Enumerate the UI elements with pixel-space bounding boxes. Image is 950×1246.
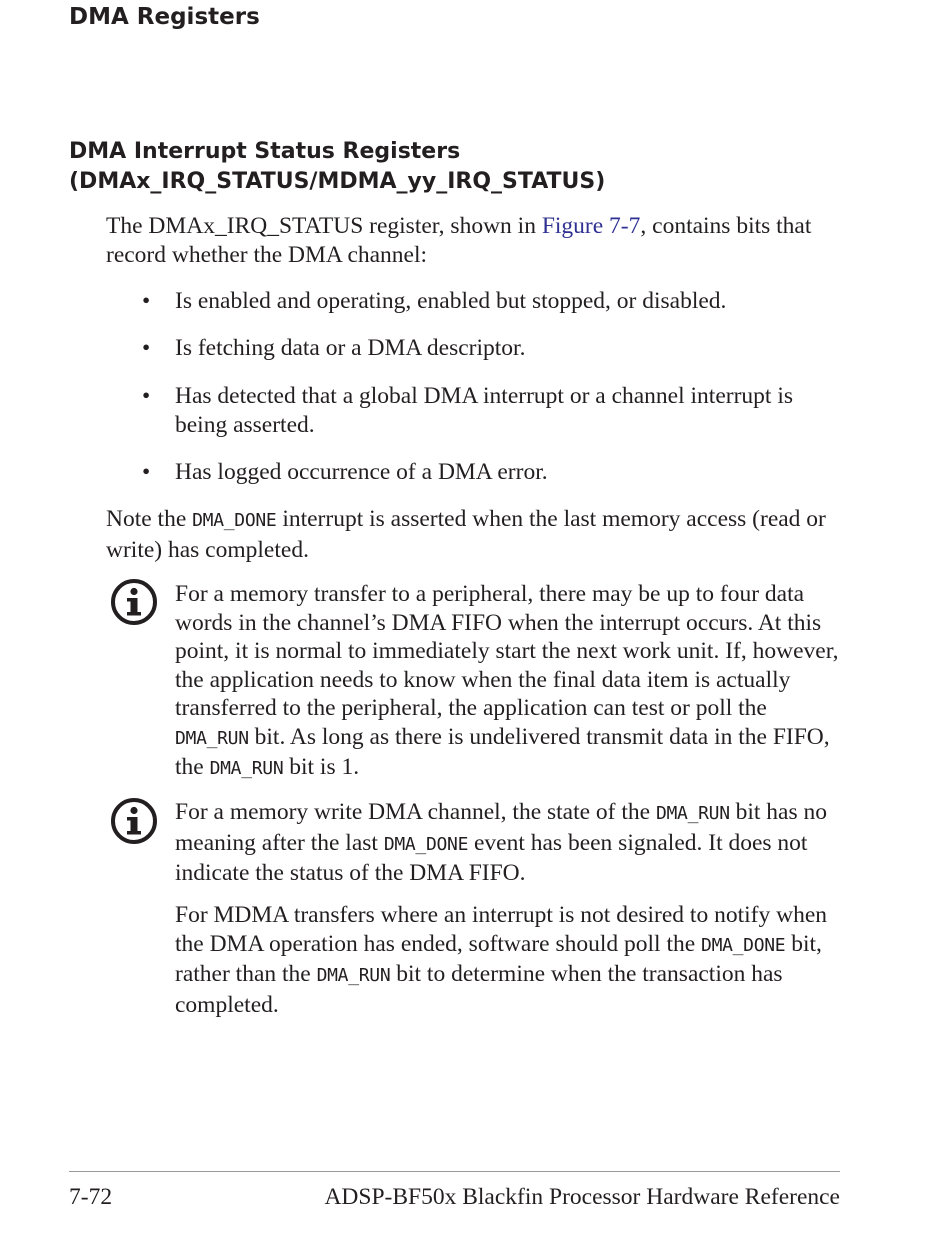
section-title	[69, 137, 605, 197]
code-dma-done: DMA_DONE	[701, 934, 786, 956]
info1-text-1: For a memory transfer to a peripheral, there may be up to four data words in the channel’s DMA FIFO when the interrupt occurs. At this point, it is normal to immediately start the next work unit. If, however, the application needs to know when the final data item is actually transferred to the peripheral, the application can test or poll the	[175, 581, 839, 721]
info3-text-2: bit, rather than the	[175, 930, 822, 987]
info2-text-2: bit has no meaning after the last	[175, 799, 828, 856]
list-item-text: Is enabled and operating, enabled but stopped, or disabled.	[175, 288, 727, 314]
intro-text-2: , contains bits that record whether the DMA channel:	[106, 213, 812, 268]
code-dma-run: DMA_RUN	[655, 803, 730, 824]
info3-text-1: For MDMA transfers where an interrupt is not desired to notify when the DMA operation has ended, software should poll the	[175, 902, 827, 957]
bullet-marker: •	[142, 335, 151, 361]
done-note-paragraph	[106, 505, 846, 564]
bullet-marker: •	[142, 288, 151, 314]
list-item-text: Is fetching data or a DMA descriptor.	[175, 335, 526, 361]
figure-link[interactable]: Figure 7-7	[541, 213, 641, 239]
done-note-text-1: Note the	[106, 506, 193, 532]
info1-text-2: bit. As long as there is undelivered transmit data in the FIFO, the	[175, 723, 830, 780]
code-dma-run: DMA_RUN	[316, 965, 391, 986]
info-note-fifo	[175, 580, 845, 784]
info-icon	[110, 797, 158, 845]
list-item-text: Has logged occurrence of a DMA error.	[175, 459, 548, 485]
bullet-marker: •	[142, 383, 151, 409]
book-title: ADSP-BF50x Blackfin Processor Hardware Reference	[324, 1184, 840, 1210]
section-title-line2: (DMAx_IRQ_STATUS/MDMA_yy_IRQ_STATUS)	[69, 169, 606, 194]
running-header: DMA Registers	[69, 4, 260, 30]
info-icon	[110, 578, 158, 626]
done-note-text-2: interrupt is asserted when the last memory access (read or write) has completed.	[106, 506, 826, 563]
footer-divider	[69, 1171, 840, 1172]
intro-paragraph	[106, 212, 846, 269]
info2-text-1: For a memory write DMA channel, the state of the	[175, 799, 656, 825]
code-dma-run: DMA_RUN	[175, 727, 249, 749]
code-dma-run: DMA_RUN	[209, 758, 284, 779]
section-title-line1: DMA Interrupt Status Registers	[69, 139, 461, 164]
info3-text-3: bit to determine when the transaction has completed.	[175, 961, 783, 1018]
code-dma-done: DMA_DONE	[383, 833, 469, 855]
info1-text-3: bit is 1.	[283, 754, 360, 780]
bullet-marker: •	[142, 459, 151, 485]
info-note-write-dma	[175, 798, 845, 888]
info2-text-3: event has been signaled. It does not indicate the status of the DMA FIFO.	[175, 829, 808, 886]
page-number: 7-72	[69, 1184, 113, 1210]
code-dma-done: DMA_DONE	[192, 510, 277, 531]
list-item-text: Has detected that a global DMA interrupt or a channel interrupt is being asserted.	[175, 383, 793, 438]
intro-text-1: The DMAx_IRQ_STATUS register, shown in	[106, 213, 542, 239]
info-note-mdma	[175, 901, 845, 1019]
